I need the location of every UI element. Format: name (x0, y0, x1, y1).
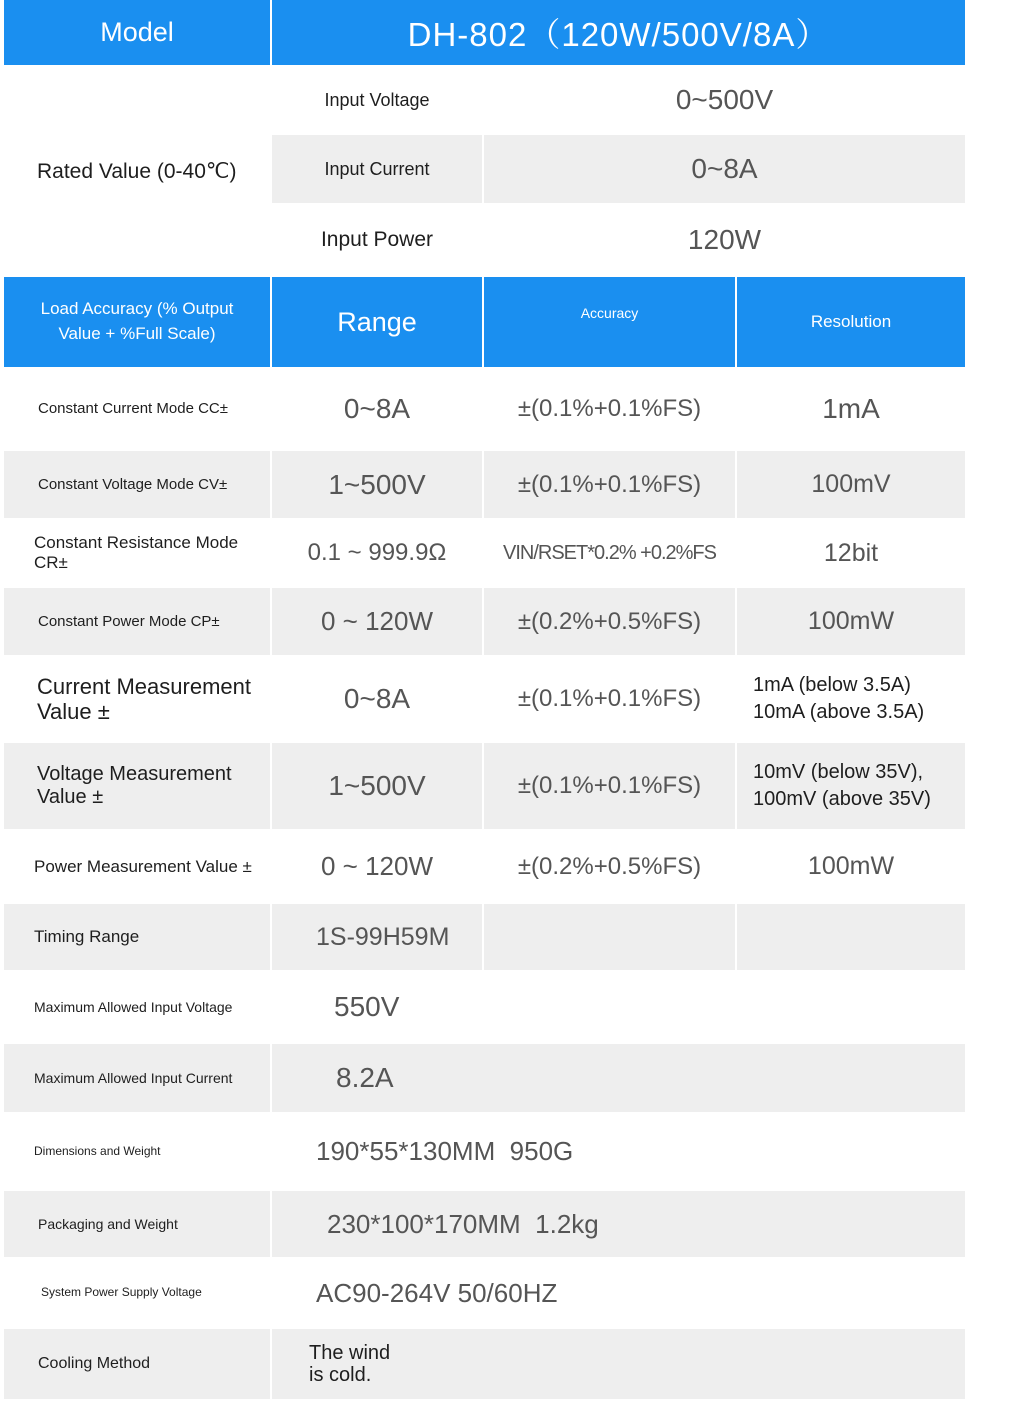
cp-mode-range: 0 ~ 120W (272, 588, 482, 655)
voltage-measurement-resolution: 10mV (below 35V), 100mV (above 35V) (737, 743, 965, 829)
timing-range-value: 1S-99H59M (272, 904, 482, 970)
range-header: Range (272, 277, 482, 367)
rated-row-power-value: 120W (484, 205, 965, 275)
cr-mode-accuracy: VIN/RSET*0.2% +0.2%FS (484, 520, 735, 586)
model-value: DH-802（120W/500V/8A） (272, 0, 965, 65)
accuracy-header: Accuracy (484, 277, 735, 367)
cv-mode-resolution: 100mV (737, 451, 965, 518)
system-power-supply-value: AC90-264V 50/60HZ (272, 1259, 965, 1327)
dimensions-weight-value: 190*55*130MM 950G (272, 1114, 965, 1189)
system-power-supply-label: System Power Supply Voltage (4, 1259, 270, 1327)
rated-label: Rated Value (0-40℃) (4, 67, 270, 275)
cv-mode-accuracy: ±(0.1%+0.1%FS) (484, 451, 735, 518)
packaging-weight-label: Packaging and Weight (4, 1191, 270, 1257)
cr-mode-label: Constant Resistance Mode CR± (4, 520, 270, 586)
cooling-method-value: The wind is cold. (272, 1329, 965, 1399)
current-measurement-label: Current Measurement Value ± (4, 657, 270, 741)
current-measurement-accuracy: ±(0.1%+0.1%FS) (484, 657, 735, 741)
rated-row-voltage-name: Input Voltage (272, 67, 482, 133)
max-input-current-label: Maximum Allowed Input Current (4, 1044, 270, 1112)
rated-row-current-value: 0~8A (484, 135, 965, 203)
rated-row-current-name: Input Current (272, 135, 482, 203)
cr-mode-range: 0.1 ~ 999.9Ω (272, 520, 482, 586)
current-measurement-range: 0~8A (272, 657, 482, 741)
resolution-header: Resolution (737, 277, 965, 367)
dimensions-weight-label: Dimensions and Weight (4, 1114, 270, 1189)
timing-range-label: Timing Range (4, 904, 270, 970)
cv-mode-range: 1~500V (272, 451, 482, 518)
cp-mode-accuracy: ±(0.2%+0.5%FS) (484, 588, 735, 655)
cc-mode-accuracy: ±(0.1%+0.1%FS) (484, 369, 735, 449)
max-input-voltage-value: 550V (272, 972, 965, 1042)
cp-mode-resolution: 100mW (737, 588, 965, 655)
power-measurement-label: Power Measurement Value ± (4, 831, 270, 902)
cp-mode-label: Constant Power Mode CP± (4, 588, 270, 655)
power-measurement-range: 0 ~ 120W (272, 831, 482, 902)
cc-mode-resolution: 1mA (737, 369, 965, 449)
cooling-method-label: Cooling Method (4, 1329, 270, 1399)
load-accuracy-label: Load Accuracy (% Output Value + %Full Scale) (4, 277, 270, 367)
model-label: Model (4, 0, 270, 65)
power-measurement-resolution: 100mW (737, 831, 965, 902)
max-input-voltage-label: Maximum Allowed Input Voltage (4, 972, 270, 1042)
cv-mode-label: Constant Voltage Mode CV± (4, 451, 270, 518)
voltage-measurement-range: 1~500V (272, 743, 482, 829)
voltage-measurement-accuracy: ±(0.1%+0.1%FS) (484, 743, 735, 829)
voltage-measurement-label: Voltage Measurement Value ± (4, 743, 270, 829)
rated-row-power-name: Input Power (272, 205, 482, 275)
timing-range-accuracy (484, 904, 735, 970)
packaging-weight-value: 230*100*170MM 1.2kg (272, 1191, 965, 1257)
timing-range-resolution (737, 904, 965, 970)
max-input-current-value: 8.2A (272, 1044, 965, 1112)
cc-mode-range: 0~8A (272, 369, 482, 449)
cr-mode-resolution: 12bit (737, 520, 965, 586)
cc-mode-label: Constant Current Mode CC± (4, 369, 270, 449)
power-measurement-accuracy: ±(0.2%+0.5%FS) (484, 831, 735, 902)
rated-row-voltage-value: 0~500V (484, 67, 965, 133)
current-measurement-resolution: 1mA (below 3.5A) 10mA (above 3.5A) (737, 657, 965, 741)
